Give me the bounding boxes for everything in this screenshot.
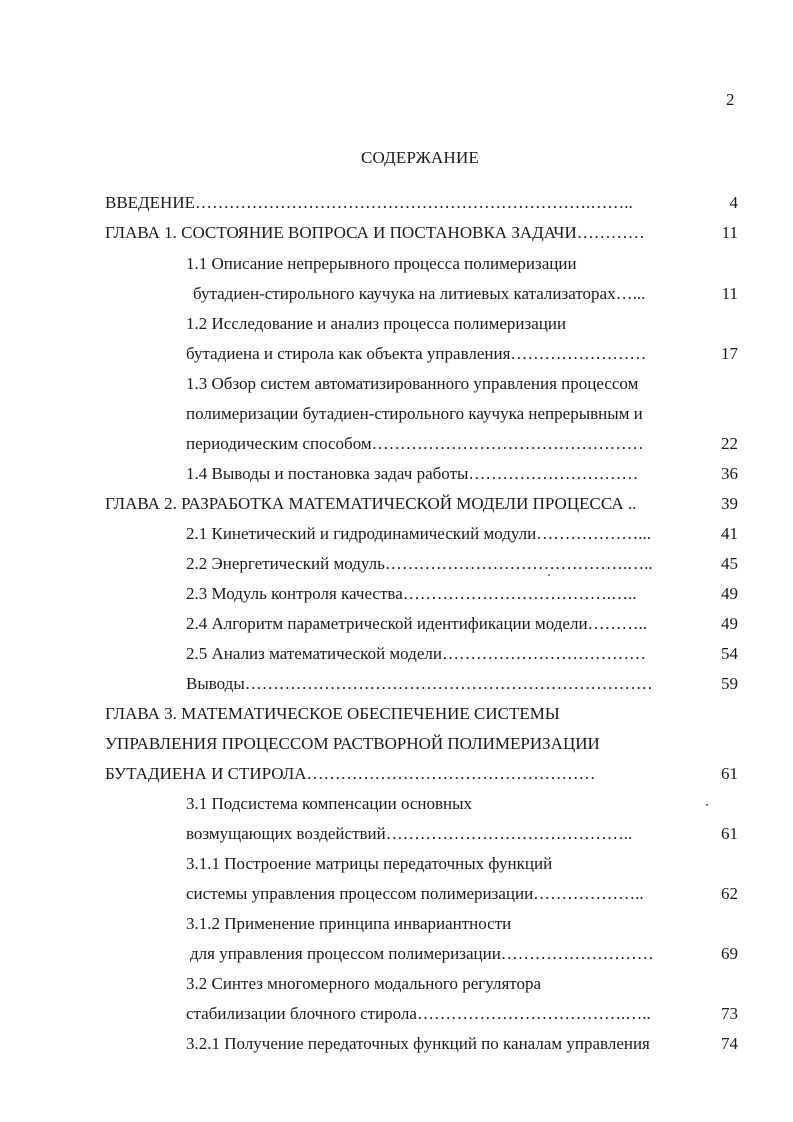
toc-entry: 2.5 Анализ математической модели……………………………… <box>186 644 646 663</box>
toc-entry: ГЛАВА 3. МАТЕМАТИЧЕСКОЕ ОБЕСПЕЧЕНИЕ СИСТЕМЫ <box>105 704 560 723</box>
toc-page: 39 <box>721 494 738 513</box>
toc-entry: 3.2.1 Получение передаточных функций по каналам управления <box>186 1034 650 1053</box>
toc-entry: 1.2 Исследование и анализ процесса полимеризации <box>186 314 567 333</box>
toc-page: 59 <box>721 674 738 693</box>
toc-entry: 3.1.2 Применение принципа инвариантности <box>186 914 512 933</box>
toc-page: 62 <box>721 884 738 903</box>
toc-page: 49 <box>721 614 738 633</box>
toc-entry: 1.4 Выводы и постановка задач работы………………………… <box>186 464 639 483</box>
toc-page: 45 <box>721 554 738 573</box>
toc-page: 22 <box>721 434 738 453</box>
toc-entry: ГЛАВА 2. РАЗРАБОТКА МАТЕМАТИЧЕСКОЙ МОДЕЛИ ПРОЦЕССА .. <box>105 494 637 513</box>
toc-page: 73 <box>721 1004 738 1023</box>
toc-entry: 2.2 Энергетический модуль…………………………………….….. <box>186 554 653 573</box>
toc-page: 54 <box>721 644 738 663</box>
toc-entry: ВВЕДЕНИЕ…………………………………………………………….…….. <box>105 193 633 212</box>
toc-entry: возмущающих воздействий…………………………………….. <box>186 824 633 843</box>
page-number: 2 <box>726 90 735 109</box>
toc-entry: 2.3 Модуль контроля качества……………………………….….. <box>186 584 637 603</box>
toc-page: 61 <box>721 824 738 843</box>
toc-page: 61 <box>721 764 738 783</box>
toc-entry: 3.1.1 Построение матрицы передаточных функций <box>186 854 553 873</box>
toc-title: СОДЕРЖАНИЕ <box>360 148 480 167</box>
toc-entry: 3.2 Синтез многомерного модального регулятора <box>186 974 542 993</box>
scan-speck <box>706 804 708 806</box>
toc-entry: 3.1 Подсистема компенсации основных <box>186 794 473 813</box>
toc-entry: 1.3 Обзор систем автоматизированного управления процессом <box>186 374 639 393</box>
toc-entry: бутадиена и стирола как объекта управления…………………… <box>186 344 647 363</box>
toc-page: 11 <box>721 223 738 242</box>
toc-page: 4 <box>729 193 738 212</box>
scan-speck <box>548 574 550 576</box>
toc-page: 17 <box>721 344 738 363</box>
toc-entry: 2.1 Кинетический и гидродинамический модули………………... <box>186 524 651 543</box>
toc-entry: ГЛАВА 1. СОСТОЯНИЕ ВОПРОСА И ПОСТАНОВКА ЗАДАЧИ………… <box>105 223 645 242</box>
toc-entry: для управления процессом полимеризации……………………… <box>190 944 654 963</box>
toc-entry: 2.4 Алгоритм параметрической идентификации модели……….. <box>186 614 648 633</box>
toc-page: 36 <box>721 464 738 483</box>
toc-entry: Выводы……………………………………………………………… <box>186 674 653 693</box>
toc-entry: полимеризации бутадиен-стирольного каучука непрерывным и <box>186 404 643 423</box>
toc-entry: периодическим способом………………………………………… <box>186 434 644 453</box>
toc-page: 69 <box>721 944 738 963</box>
toc-entry: системы управления процессом полимеризации……………….. <box>186 884 644 903</box>
toc-page: 41 <box>721 524 738 543</box>
toc-entry: БУТАДИЕНА И СТИРОЛА…………………………………………… <box>105 764 596 783</box>
toc-entry: стабилизации блочного стирола……………………………….….. <box>186 1004 651 1023</box>
toc-entry: 1.1 Описание непрерывного процесса полимеризации <box>186 254 577 273</box>
toc-entry: УПРАВЛЕНИЯ ПРОЦЕССОМ РАСТВОРНОЙ ПОЛИМЕРИЗАЦИИ <box>105 734 600 753</box>
toc-page: 11 <box>721 284 738 303</box>
toc-page: 49 <box>721 584 738 603</box>
toc-entry: бутадиен-стирольного каучука на литиевых катализаторах…... <box>193 284 646 303</box>
toc-page: 74 <box>721 1034 738 1053</box>
